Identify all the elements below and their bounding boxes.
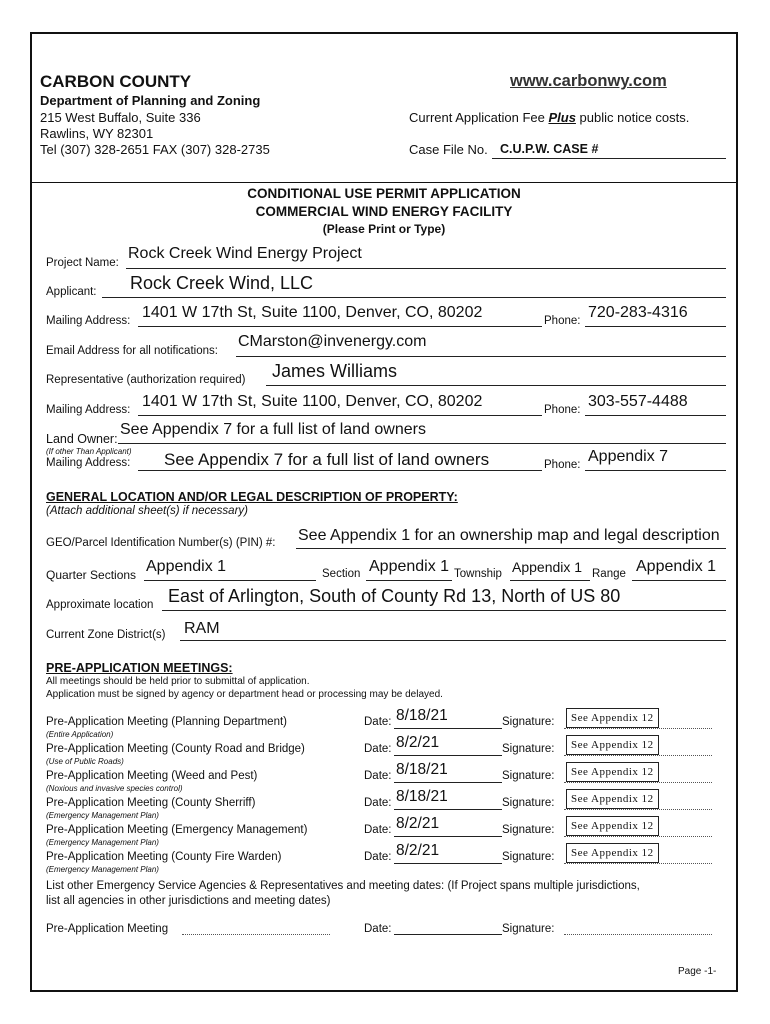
meeting-signature-label: Signature: xyxy=(502,851,555,863)
owner-mailing-value[interactable]: See Appendix 7 for a full list of land owners xyxy=(164,450,490,469)
land-owner-line xyxy=(118,443,726,444)
meeting-signature-line xyxy=(564,863,712,864)
other-agencies-line-1: List other Emergency Service Agencies & Representatives and meeting dates: (If Project spans multiple jurisdictions, xyxy=(46,880,640,892)
township-value[interactable]: Appendix 1 xyxy=(512,559,583,575)
quarter-sections-value[interactable]: Appendix 1 xyxy=(146,558,227,575)
rep-phone-value[interactable]: 303-557-4488 xyxy=(588,393,688,410)
meeting-date-line xyxy=(394,728,502,729)
meeting-date-line xyxy=(394,809,502,810)
header-divider xyxy=(32,182,736,183)
form-title: CONDITIONAL USE PERMIT APPLICATION xyxy=(247,186,521,201)
department-name: Department of Planning and Zoning xyxy=(40,93,261,108)
mailing-address-line xyxy=(138,326,542,327)
land-owner-label: Land Owner: xyxy=(46,432,118,446)
range-value[interactable]: Appendix 1 xyxy=(636,558,717,575)
other-than-applicant-note: (If other Than Applicant) xyxy=(46,447,132,456)
meeting-signature-label: Signature: xyxy=(502,770,555,782)
county-name: CARBON COUNTY xyxy=(40,72,192,91)
representative-value[interactable]: James Williams xyxy=(272,361,398,381)
print-instruction: (Please Print or Type) xyxy=(322,222,446,236)
section-line xyxy=(366,580,452,581)
project-name-line xyxy=(126,268,726,269)
email-line xyxy=(236,356,726,357)
applicant-label: Applicant: xyxy=(46,286,97,298)
meeting-signature-box[interactable]: See Appendix 12 xyxy=(566,762,659,782)
meeting-signature-box[interactable]: See Appendix 12 xyxy=(566,735,659,755)
application-fee xyxy=(409,110,689,125)
fee-prefix: Current Application Fee xyxy=(409,110,549,125)
rep-phone-line xyxy=(585,415,726,416)
case-file-line xyxy=(492,158,726,159)
approx-location-label: Approximate location xyxy=(46,599,154,611)
project-name-value[interactable]: Rock Creek Wind Energy Project xyxy=(128,245,362,262)
meeting-signature-box[interactable]: See Appendix 12 xyxy=(566,789,659,809)
meeting-label: Pre-Application Meeting (County Sherriff) xyxy=(46,797,256,809)
meeting-date-value[interactable]: 8/2/21 xyxy=(396,734,440,751)
mailing-address-value[interactable]: 1401 W 17th St, Suite 1100, Denver, CO, 80202 xyxy=(142,304,483,321)
meeting-signature-box[interactable]: See Appendix 12 xyxy=(566,843,659,863)
owner-mailing-label: Mailing Address: xyxy=(46,457,131,469)
pin-label: GEO/Parcel Identification Number(s) (PIN) #: xyxy=(46,537,276,549)
blank-signature-label: Signature: xyxy=(502,923,555,935)
owner-phone-label: Phone: xyxy=(544,459,581,471)
meeting-signature-label: Signature: xyxy=(502,743,555,755)
email-label: Email Address for all notifications: xyxy=(46,345,218,357)
meeting-label: Pre-Application Meeting (Emergency Management) xyxy=(46,824,308,836)
page-number: Page -1- xyxy=(678,966,717,977)
meeting-sublabel: (Emergency Management Plan) xyxy=(46,838,159,847)
phone-line xyxy=(585,326,726,327)
rep-mailing-label: Mailing Address: xyxy=(46,404,131,416)
meeting-sublabel: (Use of Public Roads) xyxy=(46,757,124,766)
meeting-date-value[interactable]: 8/18/21 xyxy=(396,707,448,724)
meeting-date-label: Date: xyxy=(364,824,392,836)
meeting-sublabel: (Emergency Management Plan) xyxy=(46,811,159,820)
approx-location-line xyxy=(162,610,726,611)
blank-meeting-label: Pre-Application Meeting xyxy=(46,923,169,935)
meeting-date-value[interactable]: 8/2/21 xyxy=(396,842,440,859)
meeting-label: Pre-Application Meeting (Weed and Pest) xyxy=(46,770,258,782)
meeting-signature-label: Signature: xyxy=(502,797,555,809)
blank-date-line[interactable] xyxy=(394,934,502,935)
meeting-date-line xyxy=(394,863,502,864)
meeting-signature-box[interactable]: See Appendix 12 xyxy=(566,708,659,728)
email-value[interactable]: CMarston@invenergy.com xyxy=(238,333,427,350)
meeting-date-line xyxy=(394,755,502,756)
quarter-sections-line xyxy=(144,580,316,581)
meeting-sublabel: (Entire Application) xyxy=(46,730,114,739)
meetings-note-1: All meetings should be held prior to submittal of application. xyxy=(46,676,310,687)
blank-meeting-line[interactable] xyxy=(182,934,330,935)
website-link[interactable]: www.carbonwy.com xyxy=(510,72,667,90)
meeting-signature-line xyxy=(564,809,712,810)
location-note: (Attach additional sheet(s) if necessary) xyxy=(46,505,248,517)
range-line xyxy=(632,580,726,581)
pin-line xyxy=(296,548,726,549)
meeting-date-label: Date: xyxy=(364,770,392,782)
application-page xyxy=(30,32,738,992)
meeting-date-line xyxy=(394,782,502,783)
rep-mailing-line xyxy=(138,415,542,416)
blank-date-label: Date: xyxy=(364,923,392,935)
representative-line xyxy=(266,385,726,386)
case-file-value[interactable]: C.U.P.W. CASE # xyxy=(500,142,599,156)
meeting-sublabel: (Noxious and invasive species control) xyxy=(46,784,183,793)
meeting-signature-line xyxy=(564,836,712,837)
zone-district-line xyxy=(180,640,726,641)
meetings-heading: PRE-APPLICATION MEETINGS: xyxy=(46,661,233,675)
phone-fax: Tel (307) 328-2651 FAX (307) 328-2735 xyxy=(40,142,270,157)
section-label: Section xyxy=(322,568,361,580)
applicant-line xyxy=(102,297,726,298)
range-label: Range xyxy=(592,568,626,580)
meeting-signature-line xyxy=(564,755,712,756)
phone-value[interactable]: 720-283-4316 xyxy=(588,304,688,321)
other-agencies-line-2: list all agencies in other jurisdictions and meeting dates) xyxy=(46,895,331,907)
meeting-signature-line xyxy=(564,782,712,783)
township-label: Township xyxy=(454,568,502,580)
meeting-date-value[interactable]: 8/18/21 xyxy=(396,788,448,805)
meeting-signature-line xyxy=(564,728,712,729)
meeting-label: Pre-Application Meeting (County Fire Warden) xyxy=(46,851,282,863)
rep-mailing-value[interactable]: 1401 W 17th St, Suite 1100, Denver, CO, 80202 xyxy=(142,393,483,410)
fee-plus: Plus xyxy=(548,110,576,125)
pin-value[interactable]: See Appendix 1 for an ownership map and legal description xyxy=(298,527,720,544)
fee-suffix: public notice costs. xyxy=(575,110,690,125)
applicant-value[interactable]: Rock Creek Wind, LLC xyxy=(130,273,314,293)
township-line xyxy=(510,580,590,581)
zone-district-label: Current Zone District(s) xyxy=(46,629,166,641)
meeting-date-value[interactable]: 8/2/21 xyxy=(396,815,440,832)
mailing-address-label: Mailing Address: xyxy=(46,315,131,327)
project-name-label: Project Name: xyxy=(46,257,119,269)
land-owner-value[interactable]: See Appendix 7 for a full list of land owners xyxy=(120,421,426,438)
meeting-date-label: Date: xyxy=(364,743,392,755)
meeting-signature-label: Signature: xyxy=(502,716,555,728)
zone-district-value[interactable]: RAM xyxy=(184,620,220,637)
section-value[interactable]: Appendix 1 xyxy=(369,558,450,575)
meetings-note-2: Application must be signed by agency or department head or processing may be delayed. xyxy=(46,689,443,700)
representative-label: Representative (authorization required) xyxy=(46,374,246,386)
meeting-date-label: Date: xyxy=(364,851,392,863)
case-file-label: Case File No. xyxy=(409,142,488,157)
meeting-date-label: Date: xyxy=(364,716,392,728)
meeting-date-value[interactable]: 8/18/21 xyxy=(396,761,448,778)
address-line-1: 215 West Buffalo, Suite 336 xyxy=(40,110,201,125)
phone-label: Phone: xyxy=(544,315,581,327)
meeting-date-line xyxy=(394,836,502,837)
quarter-sections-label: Quarter Sections xyxy=(46,568,137,582)
form-subtitle: COMMERCIAL WIND ENERGY FACILITY xyxy=(255,204,513,219)
owner-phone-line xyxy=(585,470,726,471)
blank-signature-line[interactable] xyxy=(564,934,712,935)
meeting-date-label: Date: xyxy=(364,797,392,809)
rep-phone-label: Phone: xyxy=(544,404,581,416)
meeting-label: Pre-Application Meeting (Planning Department) xyxy=(46,716,287,728)
approx-location-value[interactable]: East of Arlington, South of County Rd 13, North of US 80 xyxy=(168,586,621,606)
meeting-sublabel: (Emergency Management Plan) xyxy=(46,865,159,874)
owner-mailing-line xyxy=(138,470,542,471)
meeting-label: Pre-Application Meeting (County Road and Bridge) xyxy=(46,743,305,755)
address-line-2: Rawlins, WY 82301 xyxy=(40,126,154,141)
meeting-signature-box[interactable]: See Appendix 12 xyxy=(566,816,659,836)
meeting-signature-label: Signature: xyxy=(502,824,555,836)
owner-phone-value[interactable]: Appendix 7 xyxy=(588,448,669,465)
location-heading: GENERAL LOCATION AND/OR LEGAL DESCRIPTION OF PROPERTY: xyxy=(46,490,458,504)
